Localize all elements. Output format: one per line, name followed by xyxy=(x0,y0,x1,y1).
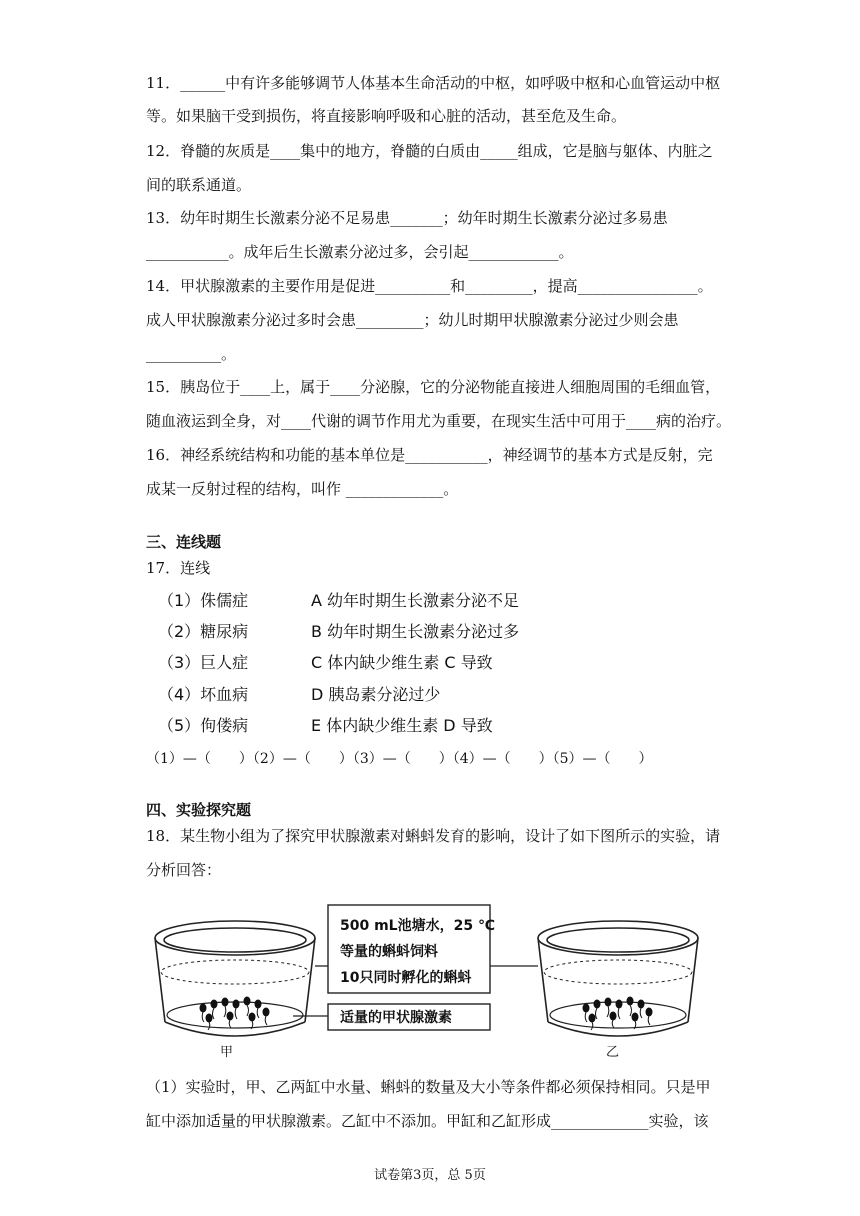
q18-sub1-line-1: （1）实验时，甲、乙两缸中水量、蝌蚪的数量及大小等条件都必须保持相同。只是甲 xyxy=(146,1078,711,1096)
q11-line-1: 11．______中有许多能够调节人体基本生命活动的中枢，如呼吸中枢和心血管运动中枢 xyxy=(146,74,721,92)
conditions-line-2: 等量的蝌蚪饲料 xyxy=(340,944,438,960)
q17-title: 17．连线 xyxy=(146,559,211,577)
q15-line-1: 15．胰岛位于____上，属于____分泌腺，它的分泌物能直接进人细胞周围的毛细血管， xyxy=(146,378,721,396)
section-3-heading: 三、连线题 xyxy=(146,533,222,551)
q14-line-2: 成人甲状腺激素分泌过多时会患_________；幼儿时期甲状腺激素分泌过少则会患 xyxy=(146,311,679,329)
page-footer: 试卷第3页，总 5页 xyxy=(374,1168,486,1183)
tank-left-label: 甲 xyxy=(220,1045,234,1060)
q13-line-1: 13．幼年时期生长激素分泌不足易患_______；幼年时期生长激素分泌过多易患 xyxy=(146,209,668,227)
tadpoles-right xyxy=(583,997,652,1030)
conditions-line-1: 500 mL池塘水，25 ℃ xyxy=(340,918,495,934)
q18-line-2: 分析回答： xyxy=(146,861,222,879)
q16-line-2: 成某一反射过程的结构，叫作 _____________。 xyxy=(146,480,459,498)
match-left-5: （5）佝偻病 xyxy=(158,716,249,735)
q14-line-1: 14．甲状腺激素的主要作用是促进__________和_________，提高________________。 xyxy=(146,277,713,295)
match-left-4: （4）坏血病 xyxy=(158,685,249,704)
tadpoles-left xyxy=(200,997,269,1030)
match-right-d: D 胰岛素分泌过少 xyxy=(311,685,441,704)
match-right-a: A 幼年时期生长激素分泌不足 xyxy=(311,591,520,610)
match-right-c: C 体内缺少维生素 C 导致 xyxy=(311,653,493,672)
match-right-b: B 幼年时期生长激素分泌过多 xyxy=(311,622,520,641)
q11-line-2: 等。如果脑干受到损伤，将直接影响呼吸和心脏的活动，甚至危及生命。 xyxy=(146,107,627,125)
hormone-label: 适量的甲状腺激素 xyxy=(340,1010,452,1026)
q12-line-2: 间的联系通道。 xyxy=(146,176,252,194)
match-left-1: （1）侏儒症 xyxy=(158,591,249,610)
conditions-line-3: 10只同时孵化的蝌蚪 xyxy=(340,970,472,986)
q15-line-2: 随血液运到全身，对____代谢的调节作用尤为重要，在现实生活中可用于____病的治疗。 xyxy=(146,412,732,430)
q13-line-2: ___________。成年后生长激素分泌过多，会引起____________。 xyxy=(146,243,574,261)
q14-line-3: __________。 xyxy=(146,345,237,363)
q12-line-1: 12．脊髓的灰质是____集中的地方，脊髓的白质由_____组成，它是脑与躯体、内脏之 xyxy=(146,142,713,160)
q16-line-1: 16．神经系统结构和功能的基本单位是___________，神经调节的基本方式是反射，完 xyxy=(146,446,713,464)
match-left-2: （2）糖尿病 xyxy=(158,622,249,641)
match-left-3: （3）巨人症 xyxy=(158,653,249,672)
q18-sub1-line-2: 缸中添加适量的甲状腺激素。乙缸中不添加。甲缸和乙缸形成_____________实验，该 xyxy=(146,1112,709,1130)
match-right-e: E 体内缺少维生素 D 导致 xyxy=(311,716,493,735)
tank-left xyxy=(155,921,315,1036)
tank-right xyxy=(538,921,698,1036)
match-answer-line: （1）—（ ）（2）—（ ）（3）—（ ）（4）—（ ）（5）—（ ） xyxy=(146,751,653,767)
section-4-heading: 四、实验探究题 xyxy=(146,801,252,819)
q18-line-1: 18．某生物小组为了探究甲状腺激素对蝌蚪发育的影响，设计了如下图所示的实验，请 xyxy=(146,827,721,845)
tadpole-experiment-diagram xyxy=(148,900,708,1060)
tank-right-label: 乙 xyxy=(606,1045,620,1060)
